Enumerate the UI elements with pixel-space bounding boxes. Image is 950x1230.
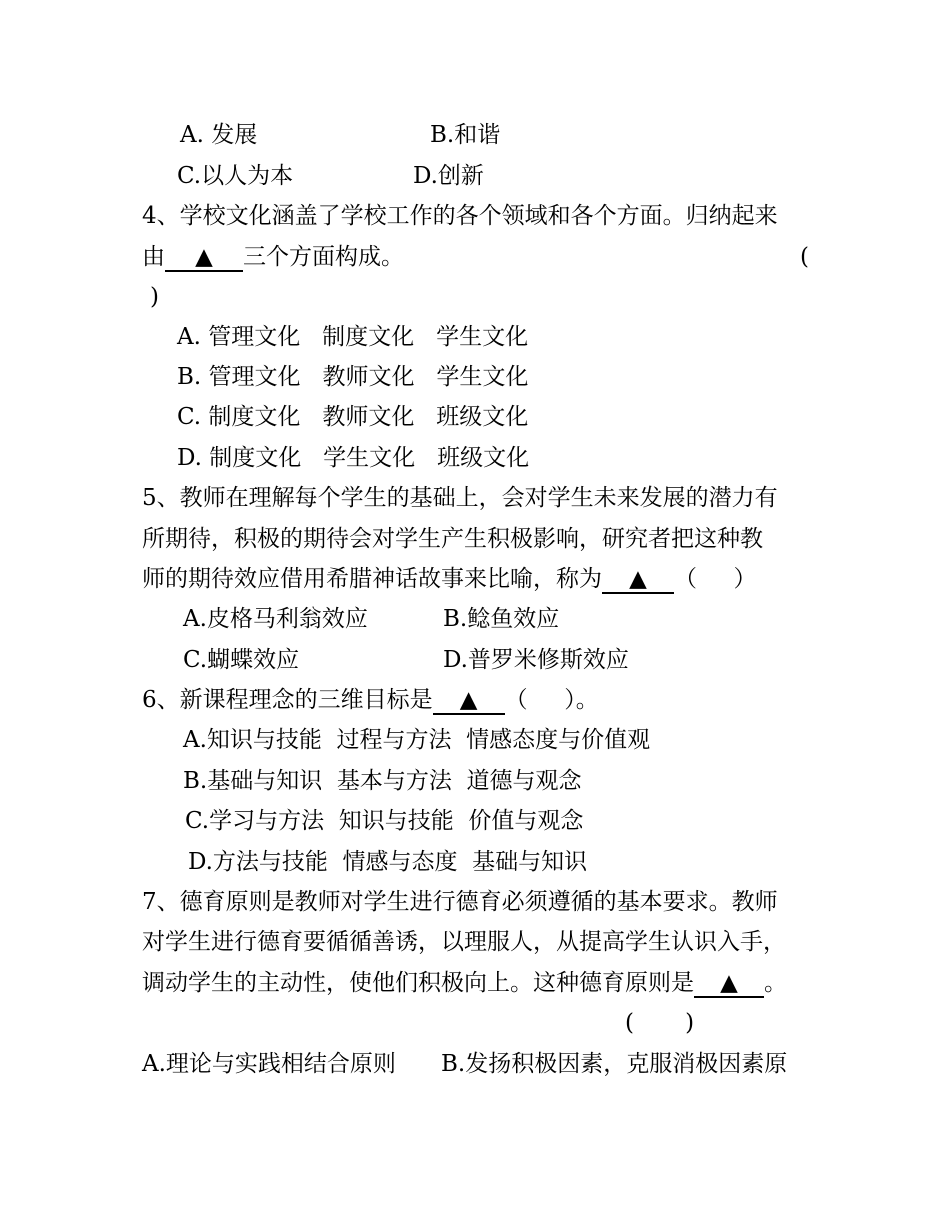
q5-option-b: B.鲶鱼效应: [443, 606, 560, 632]
q6-option-c: C.学习与方法 知识与技能 价值与观念: [185, 808, 584, 834]
q3-option-d: D.创新: [413, 163, 484, 189]
q7-stem-line2: 对学生进行德育要循循善诱，以理服人，从提高学生认识入手，: [142, 929, 786, 955]
q6-option-a: A.知识与技能 过程与方法 情感态度与价值观: [183, 727, 651, 753]
q4-answer-blank: ▲: [165, 244, 243, 272]
q6-stem-post: （ ）。: [504, 687, 599, 713]
q5-stem-line3: [142, 564, 757, 594]
q3-option-b: B.和谐: [430, 122, 501, 148]
q7-option-b: B.发扬积极因素，克服消极因素原: [441, 1051, 788, 1077]
q4-option-b: B. 管理文化 教师文化 学生文化: [177, 364, 529, 390]
q3-option-c: C.以人为本: [177, 163, 294, 189]
q6-option-b: B.基础与知识 基本与方法 道德与观念: [183, 768, 582, 794]
q3-option-a: A. 发展: [180, 122, 258, 148]
q4-paren-open: (: [800, 244, 809, 270]
q5-answer-blank: ▲: [602, 566, 674, 594]
q6-option-d: D.方法与技能 情感与态度 基础与知识: [188, 849, 588, 875]
q7-stem-line1: 7、德育原则是教师对学生进行德育必须遵循的基本要求。教师: [142, 889, 778, 915]
q4-option-d: D. 制度文化 学生文化 班级文化: [177, 445, 530, 471]
q5-option-a: A.皮格马利翁效应: [183, 606, 368, 632]
q5-stem-line2: 所期待，积极的期待会对学生产生积极影响，研究者把这种教: [142, 526, 763, 552]
q7-stem-line3: [142, 968, 787, 998]
q5-option-c: C.蝴蝶效应: [183, 647, 300, 673]
q4-option-c: C. 制度文化 教师文化 班级文化: [177, 404, 529, 430]
q6-stem-line1: [142, 685, 599, 715]
q5-stem-post: （ ）: [674, 566, 757, 592]
q7-paren: ( ): [625, 1010, 695, 1036]
q4-stem-pre: 由: [142, 244, 165, 270]
q7-answer-blank: ▲: [694, 970, 764, 998]
q7-option-a: A.理论与实践相结合原则: [142, 1051, 396, 1077]
q4-paren-close: ): [150, 284, 159, 310]
q4-stem-line2: [142, 242, 404, 272]
q4-stem-post: 三个方面构成。: [243, 244, 404, 270]
q4-stem-line1: 4、学校文化涵盖了学校工作的各个领域和各个方面。归纳起来: [142, 203, 778, 229]
q6-stem-pre: 6、新课程理念的三维目标是: [142, 687, 433, 713]
q5-option-d: D.普罗米修斯效应: [443, 647, 629, 673]
q7-stem-pre: 调动学生的主动性，使他们积极向上。这种德育原则是: [142, 970, 694, 996]
q5-stem-pre: 师的期待效应借用希腊神话故事来比喻，称为: [142, 566, 602, 592]
q6-answer-blank: ▲: [433, 687, 505, 715]
q7-stem-post: 。: [764, 970, 787, 996]
q4-option-a: A. 管理文化 制度文化 学生文化: [177, 324, 529, 350]
q5-stem-line1: 5、教师在理解每个学生的基础上，会对学生未来发展的潜力有: [142, 485, 778, 511]
